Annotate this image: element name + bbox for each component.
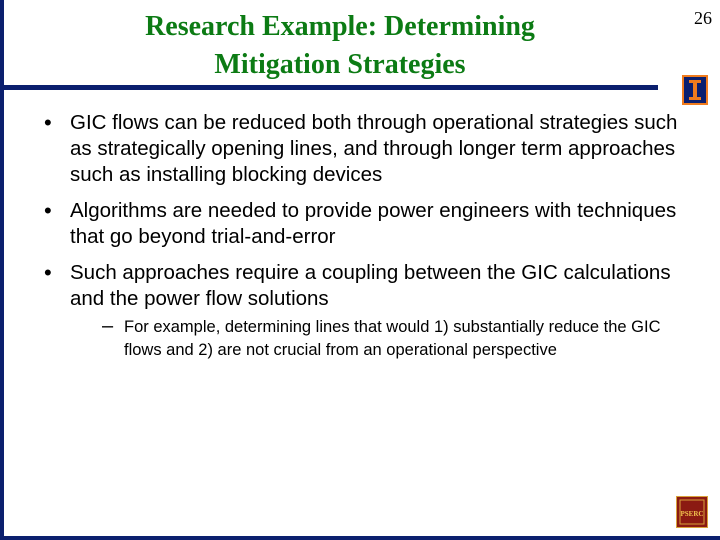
- slide-bottom-border: [0, 536, 720, 540]
- sub-bullet-text: For example, determining lines that would 1) substantially reduce the GIC flows and 2) are not crucial from an operational perspective: [124, 318, 661, 359]
- slide-title-line-1: Research Example: Determining: [145, 11, 535, 42]
- bullet-marker: •: [44, 110, 52, 135]
- title-divider: [0, 85, 658, 90]
- sub-bullet-marker: –: [102, 315, 114, 337]
- bullet-item: [44, 260, 694, 312]
- bullet-text: Algorithms are needed to provide power engineers with techniques that go beyond trial-and-error: [70, 199, 677, 248]
- bullet-marker: •: [44, 198, 52, 223]
- bullet-item: [44, 198, 694, 250]
- slide-left-border: [0, 0, 4, 540]
- slide-title: [40, 8, 640, 84]
- slide-content: [44, 110, 694, 362]
- bullet-item: [44, 110, 694, 188]
- university-i-logo-icon: [682, 75, 708, 105]
- sub-bullet-item: [102, 316, 694, 362]
- bullet-text: GIC flows can be reduced both through operational strategies such as strategically opening lines, and through longer term approaches such as installing blocking devices: [70, 111, 678, 186]
- page-number: 26: [694, 8, 712, 28]
- bullet-marker: •: [44, 260, 52, 285]
- slide-title-line-2: Mitigation Strategies: [214, 49, 466, 80]
- bullet-text: Such approaches require a coupling between the GIC calculations and the power flow solutions: [70, 261, 671, 310]
- pserc-logo-icon: [676, 496, 708, 528]
- pserc-logo-text: PSERC: [680, 510, 704, 518]
